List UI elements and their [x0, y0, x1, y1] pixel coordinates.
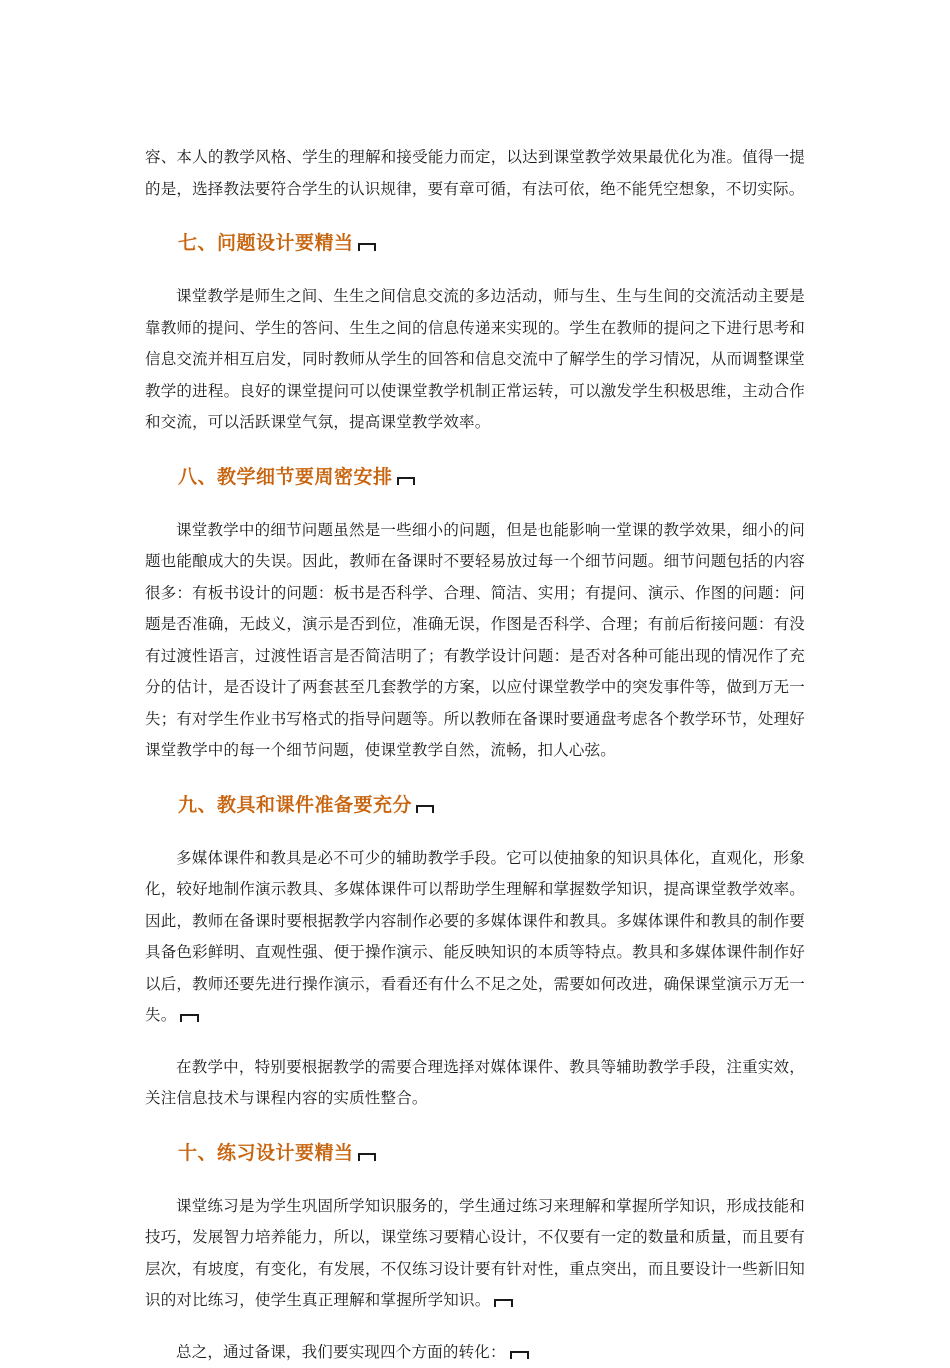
paragraph-mark-icon	[358, 1153, 376, 1161]
heading-section-7-text: 七、问题设计要精当	[178, 232, 354, 254]
paragraph-mark-icon	[510, 1351, 529, 1359]
document-page	[145, 142, 805, 1368]
paragraph-mark-icon	[397, 477, 415, 485]
paragraph-section-10	[145, 1191, 805, 1317]
heading-section-8	[145, 461, 805, 493]
paragraph-mark-icon	[358, 243, 376, 251]
paragraph-mark-icon	[494, 1299, 513, 1307]
heading-section-9-text: 九、教具和课件准备要充分	[178, 794, 412, 816]
paragraph-section-10-text: 课堂练习是为学生巩固所学知识服务的，学生通过练习来理解和掌握所学知识，形成技能和技巧，发展智力培养能力，所以，课堂练习要精心设计，不仅要有一定的数量和质量，而且要有层次，有坡度，有变化，有发展，不仅练习设计要有针对性，重点突出，而且要设计一些新旧知识的对比练习，使学生真正理解和掌握所学知识。	[145, 1197, 805, 1310]
heading-section-7	[145, 227, 805, 259]
heading-section-8-text: 八、教学细节要周密安排	[178, 466, 393, 488]
heading-section-9	[145, 789, 805, 821]
paragraph-summary-text: 总之，通过备课，我们要实现四个方面的转化：	[176, 1343, 506, 1361]
heading-section-10-text: 十、练习设计要精当	[178, 1142, 354, 1164]
paragraph-mark-icon	[416, 805, 434, 813]
paragraph-intro: 容、本人的教学风格、学生的理解和接受能力而定，以达到课堂教学效果最优化为准。值得一提的是，选择教法要符合学生的认识规律，要有章可循，有法可依，绝不能凭空想象，不切实际。	[145, 142, 805, 205]
paragraph-summary	[145, 1337, 805, 1368]
paragraph-section-9a	[145, 843, 805, 1032]
paragraph-section-7: 课堂教学是师生之间、生生之间信息交流的多边活动，师与生、生与生间的交流活动主要是靠教师的提问、学生的答问、生生之间的信息传递来实现的。学生在教师的提问之下进行思考和信息交流并相互启发，同时教师从学生的回答和信息交流中了解学生的学习情况，从而调整课堂教学的进程。良好的课堂提问可以使课堂教学机制正常运转，可以激发学生积极思维，主动合作和交流，可以活跃课堂气氛，提高课堂教学效率。	[145, 281, 805, 439]
paragraph-mark-icon	[180, 1014, 199, 1022]
heading-section-10	[145, 1137, 805, 1169]
paragraph-section-9b: 在教学中，特别要根据教学的需要合理选择对媒体课件、教具等辅助教学手段，注重实效，关注信息技术与课程内容的实质性整合。	[145, 1052, 805, 1115]
paragraph-section-9a-text: 多媒体课件和教具是必不可少的辅助教学手段。它可以使抽象的知识具体化，直观化，形象化，较好地制作演示教具、多媒体课件可以帮助学生理解和掌握数学知识，提高课堂教学效率。因此，教师在备课时要根据教学内容制作必要的多媒体课件和教具。多媒体课件和教具的制作要具备色彩鲜明、直观性强、便于操作演示、能反映知识的本质等特点。教具和多媒体课件制作好以后，教师还要先进行操作演示，看看还有什么不足之处，需要如何改进，确保课堂演示万无一失。	[145, 849, 805, 1025]
paragraph-section-8: 课堂教学中的细节问题虽然是一些细小的问题，但是也能影响一堂课的教学效果，细小的问题也能酿成大的失误。因此，教师在备课时不要轻易放过每一个细节问题。细节问题包括的内容很多：有板书设计的问题：板书是否科学、合理、简洁、实用；有提问、演示、作图的问题：问题是否准确，无歧义，演示是否到位，准确无误，作图是否科学、合理；有前后衔接问题：有没有过渡性语言，过渡性语言是否简洁明了；有教学设计问题：是否对各种可能出现的情况作了充分的估计，是否设计了两套甚至几套教学的方案，以应付课堂教学中的突发事件等，做到万无一失；有对学生作业书写格式的指导问题等。所以教师在备课时要通盘考虑各个教学环节，处理好课堂教学中的每一个细节问题，使课堂教学自然，流畅，扣人心弦。	[145, 515, 805, 767]
